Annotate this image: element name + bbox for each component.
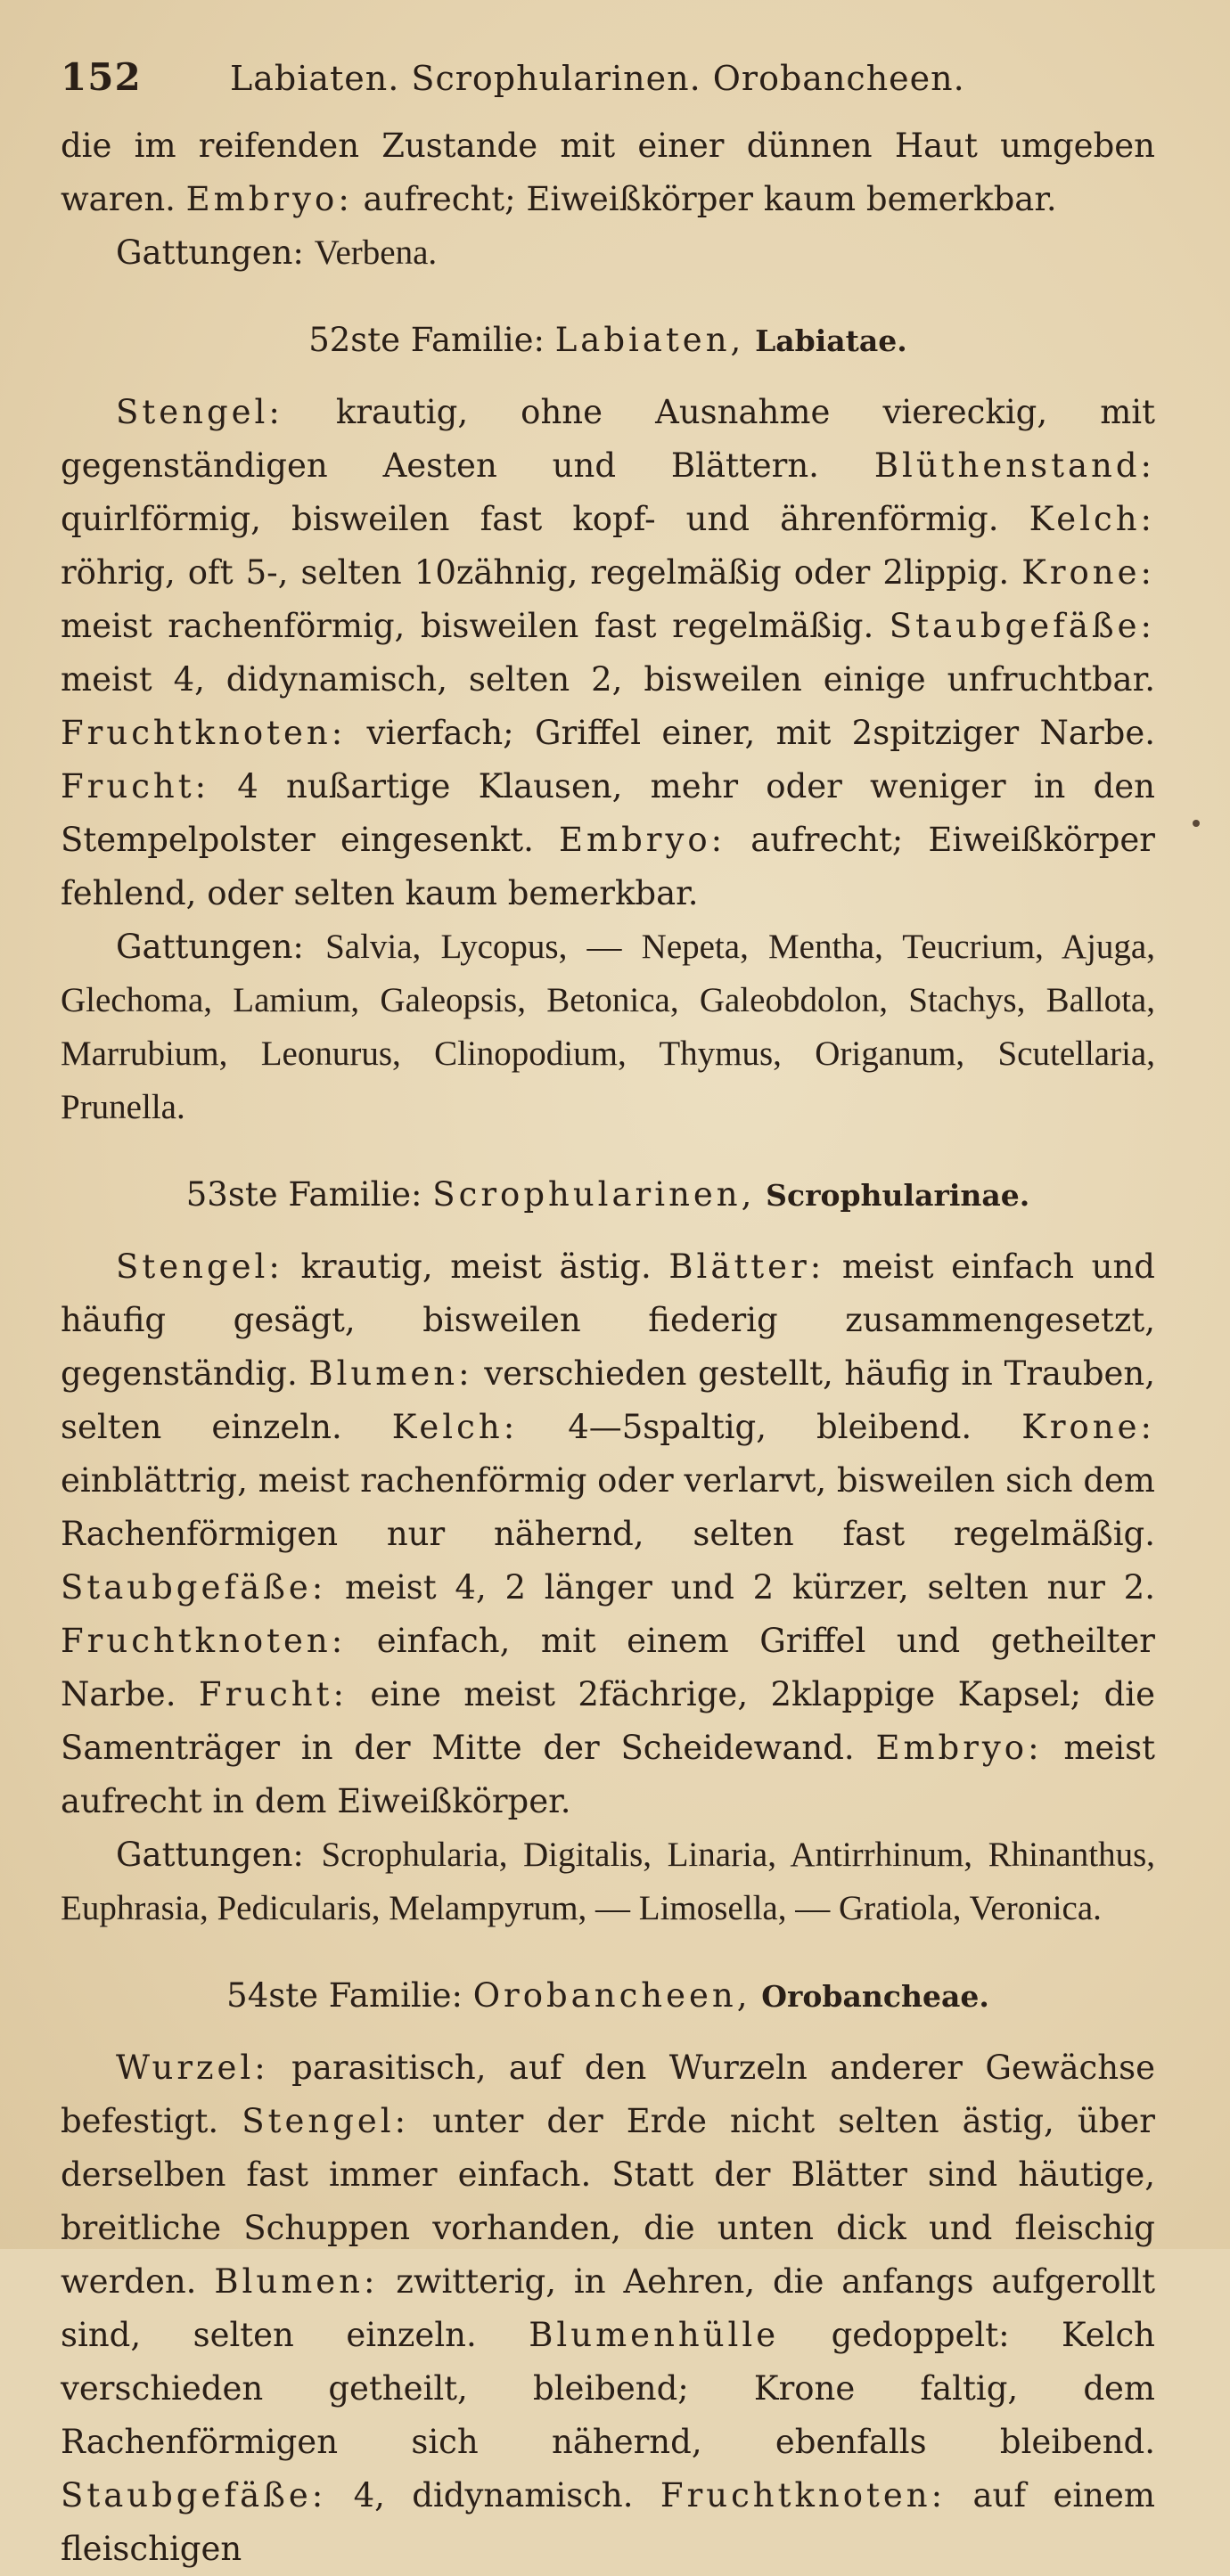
desc-text: meist 4, didynamisch, selten 2, bisweilen einige unfruchtbar. <box>61 660 1155 699</box>
label-blumen: Blumen: <box>214 2262 379 2301</box>
running-title: Labiaten. Scrophularinen. Orobancheen. <box>230 59 965 98</box>
desc-text: 4, didynamisch. <box>326 2476 660 2515</box>
family-number: 53ste Familie: <box>185 1175 433 1214</box>
desc-text: eine meist 2fächrige, 2klappige Kapsel; die Samenträger in der Mitte der Scheidewand. <box>61 1675 1155 1767</box>
desc-text: auf einem fleischigen <box>61 2476 1155 2568</box>
desc-text: aufrecht; Eiweißkörper fehlend, oder selten kaum bemerkbar. <box>61 821 1155 912</box>
label-blumen: Blumen: <box>308 1354 473 1393</box>
desc-text: 4—5spaltig, bleibend. <box>518 1408 1022 1446</box>
desc-text: meist 4, 2 länger und 2 kürzer, selten nur 2. <box>326 1568 1155 1607</box>
desc-text: zwitterig, in Aehren, die anfangs aufgerollt sind, selten einzeln. <box>61 2262 1156 2354</box>
family-53-heading <box>61 1168 1155 1223</box>
family-54-description <box>61 2041 1155 2576</box>
desc-text: meist rachenförmig, bisweilen fast regelmäßig. <box>61 607 890 645</box>
desc-text: krautig, ohne Ausnahme viereckig, mit gegenständigen Aesten und Blättern. <box>61 393 1155 485</box>
genera-label: Gattungen: <box>116 1836 322 1874</box>
desc-text: gedoppelt: Kelch verschieden getheilt, bleibend; Krone faltig, dem Rachenförmigen sich nähernd, ebenfalls bleibend. <box>61 2316 1155 2461</box>
desc-text: einfach, mit einem Griffel und getheilter Narbe. <box>61 1622 1155 1713</box>
family-name-german: Scrophularinen, <box>432 1175 756 1214</box>
label-stengel: Stengel: <box>116 1247 283 1286</box>
desc-text: meist einfach und häufig gesägt, bisweilen fiederig zusammengesetzt, gegenständig. <box>61 1247 1155 1393</box>
desc-text: vierfach; Griffel einer, mit 2spitziger Narbe. <box>346 714 1155 752</box>
family-number: 54ste Familie: <box>226 1976 473 2015</box>
family-name-latin: Scrophularinae. <box>766 1178 1030 1213</box>
label-kelch: Kelch: <box>1029 500 1155 538</box>
label-bluethenstand: Blüthenstand: <box>873 446 1155 485</box>
label-krone: Krone: <box>1021 553 1155 592</box>
label-embryo: Embryo: <box>558 821 726 859</box>
family-53-genera <box>61 1828 1155 1935</box>
family-54-heading <box>61 1969 1155 2024</box>
desc-text: quirlförmig, bisweilen fast kopf- und ährenförmig. <box>61 500 1029 538</box>
desc-text: krautig, meist ästig. <box>283 1247 669 1286</box>
family-name-german: Labiaten, <box>554 321 745 359</box>
family-52-description <box>61 386 1155 920</box>
desc-text: meist aufrecht in dem Eiweißkörper. <box>61 1729 1155 1820</box>
label-staubgefaesse: Staubgefäße: <box>61 2476 327 2515</box>
desc-text: röhrig, oft 5-, selten 10zähnig, regelmäßig oder 2lippig. <box>61 553 1022 592</box>
family-name-latin: Orobancheae. <box>761 1979 989 2014</box>
label-staubgefaesse: Staubgefäße: <box>889 607 1155 645</box>
genera-label: Gattungen: <box>116 233 315 272</box>
embryo-text: aufrecht; Eiweißkörper kaum bemerkbar. <box>352 180 1057 218</box>
genera-list: Verbena. <box>314 233 438 272</box>
page-header <box>61 55 1155 109</box>
verbena-continuation <box>61 119 1155 226</box>
desc-text: einblättrig, meist rachenförmig oder verlarvt, bisweilen sich dem Rachenförmigen nur nähernd, selten fast regelmäßig. <box>61 1461 1155 1553</box>
family-52-heading <box>61 314 1155 368</box>
family-name-latin: Labiatae. <box>755 323 907 358</box>
label-frucht: Frucht: <box>61 767 210 806</box>
label-embryo: Embryo: <box>875 1729 1043 1767</box>
label-fruchtknoten: Fruchtknoten: <box>61 1622 347 1660</box>
label-blumenhuelle: Blumenhülle <box>529 2316 780 2354</box>
page-number: 152 <box>61 55 142 99</box>
label-wurzel: Wurzel: <box>116 2049 269 2087</box>
desc-text: unter der Erde nicht selten ästig, über derselben fast immer einfach. Statt der Blätter sind häutige, breitliche Schuppen vorhanden, die unten dick und fleischig werden. <box>61 2102 1155 2301</box>
verbena-genera <box>61 226 1155 280</box>
label-embryo: Embryo: <box>185 180 353 218</box>
family-52-genera <box>61 920 1155 1134</box>
genera-list: Scrophularia, Digitalis, Linaria, Antirrhinum, Rhinanthus, Euphrasia, Pedicularis, Melampyrum, — Limosella, — Gratiola, Veronica. <box>61 1836 1155 1927</box>
label-blaetter: Blätter: <box>668 1247 825 1286</box>
family-name-german: Orobancheen, <box>472 1976 751 2015</box>
label-staubgefaesse: Staubgefäße: <box>61 1568 327 1607</box>
label-fruchtknoten: Fruchtknoten: <box>61 714 347 752</box>
family-53-description <box>61 1240 1155 1828</box>
desc-text: 4 nußartige Klausen, mehr oder weniger in den Stempelpolster eingesenkt. <box>61 767 1155 859</box>
desc-text: parasitisch, auf den Wurzeln anderer Gewächse befestigt. <box>61 2049 1155 2140</box>
genera-list: Salvia, Lycopus, — Nepeta, Mentha, Teucrium, Ajuga, Glechoma, Lamium, Galeopsis, Betonica, Galeobdolon, Stachys, Ballota, Marrubium, Leonurus, Clinopodium, Thymus, Origanum, Scutellaria, Prunella. <box>61 928 1155 1126</box>
label-kelch: Kelch: <box>391 1408 519 1446</box>
family-number: 52ste Familie: <box>308 321 555 359</box>
label-krone: Krone: <box>1021 1408 1155 1446</box>
label-frucht: Frucht: <box>198 1675 348 1713</box>
desc-text: verschieden gestellt, häufig in Trauben, selten einzeln. <box>61 1354 1155 1446</box>
continuation-text: die im reifenden Zustande mit einer dünnen Haut umgeben waren. <box>61 127 1155 218</box>
label-stengel: Stengel: <box>116 393 283 431</box>
genera-label: Gattungen: <box>116 928 326 966</box>
print-speck <box>1193 820 1200 827</box>
label-stengel: Stengel: <box>242 2102 410 2140</box>
label-fruchtknoten: Fruchtknoten: <box>660 2476 947 2515</box>
